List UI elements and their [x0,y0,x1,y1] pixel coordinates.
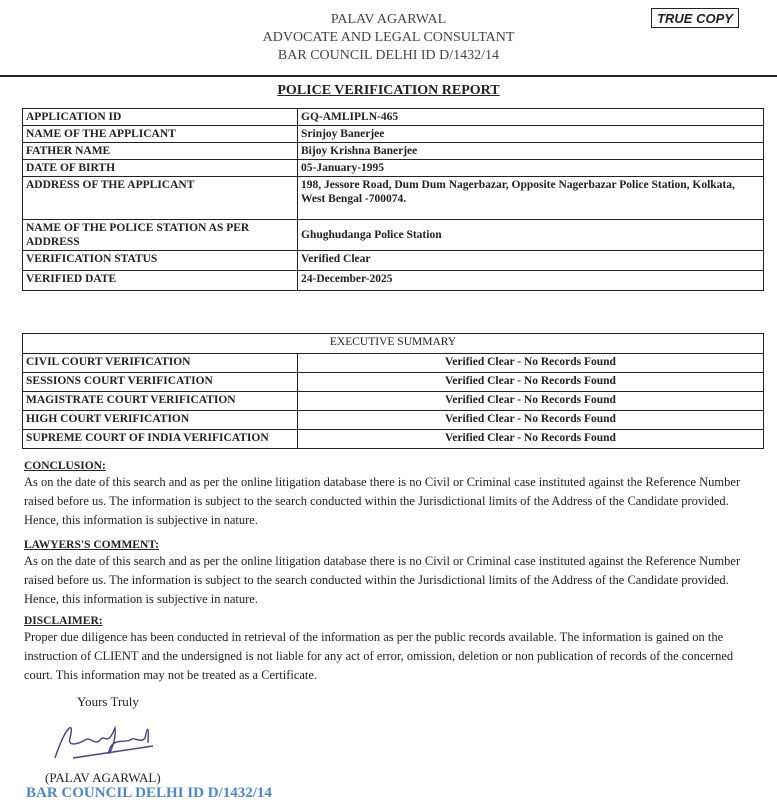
bar-council-id: BAR COUNCIL DELHI ID D/1432/14 [277,48,500,63]
applicant-details-table [22,108,764,291]
detail-row [23,220,764,251]
summary-title: EXECUTIVE SUMMARY [23,334,764,354]
detail-value: Bijoy Krishna Banerjee [298,143,764,160]
summary-value: Verified Clear - No Records Found [298,373,764,392]
summary-label: SUPREME COURT OF INDIA VERIFICATION [23,430,298,449]
summary-label: CIVIL COURT VERIFICATION [23,354,298,373]
detail-row [23,271,764,291]
detail-label: ADDRESS OF THE APPLICANT [23,177,298,220]
detail-label: VERIFIED DATE [23,271,298,291]
detail-value: 05-January-1995 [298,160,764,177]
detail-row [23,109,764,126]
conclusion-section [24,459,756,530]
detail-label: FATHER NAME [23,143,298,160]
detail-row [23,160,764,177]
salutation: Yours Truly [77,694,139,709]
detail-value: Ghughudanga Police Station [298,220,764,251]
header-divider [0,75,777,77]
signatory-name: (PALAV AGARWAL) [45,770,161,785]
conclusion-text: As on the date of this search and as per the online litigation database there is no Civil or Criminal case instituted against the Reference Number raised before us. The information is subject to the search conducted within the Jurisdictional limits of the Address of the Candidate provided. Hence, this information is subjective in nature. [24,475,741,527]
disclaimer-section [24,614,756,685]
advocate-name: PALAV AGARWAL [330,12,447,27]
summary-value: Verified Clear - No Records Found [298,354,764,373]
detail-row [23,126,764,143]
summary-value: Verified Clear - No Records Found [298,430,764,449]
summary-label: MAGISTRATE COURT VERIFICATION [23,392,298,411]
summary-row [23,392,764,411]
comment-text: As on the date of this search and as per the online litigation database there is no Civil or Criminal case instituted against the Reference Number raised before us. The information is subject to the search conducted within the Jurisdictional limits of the Address of the Candidate provided. Hence, this information is subjective in nature. [24,554,741,606]
detail-row [23,251,764,271]
disclaimer-text: Proper due diligence has been conducted in retrieval of the information as per the public records available. The information is gained on the instruction of CLIENT and the undersigned is not liable for any act of error, omission, deletion or non publication of records of the concerned court. This information may not be treated as a Certificate. [24,630,734,682]
detail-value: Verified Clear [298,251,764,271]
summary-row [23,430,764,449]
report-title: POLICE VERIFICATION REPORT [277,83,500,98]
executive-summary-table [22,333,764,449]
detail-label: DATE OF BIRTH [23,160,298,177]
disclaimer-heading: DISCLAIMER: [24,615,103,627]
advocate-designation: ADVOCATE AND LEGAL CONSULTANT [262,30,515,45]
signatory-bar-id: BAR COUNCIL DELHI ID D/1432/14 [26,785,272,801]
summary-row [23,373,764,392]
comment-section [24,538,756,609]
detail-label: APPLICATION ID [23,109,298,126]
conclusion-heading: CONCLUSION: [24,460,106,472]
summary-row [23,354,764,373]
summary-value: Verified Clear - No Records Found [298,411,764,430]
detail-value: 24-December-2025 [298,271,764,291]
detail-label: VERIFICATION STATUS [23,251,298,271]
detail-value: 198, Jessore Road, Dum Dum Nagerbazar, Opposite Nagerbazar Police Station, Kolkata, West Bengal -700074. [298,177,764,220]
signature-image [45,718,160,768]
comment-heading: LAWYERS'S COMMENT: [24,539,159,551]
summary-label: HIGH COURT VERIFICATION [23,411,298,430]
summary-label: SESSIONS COURT VERIFICATION [23,373,298,392]
detail-value: Srinjoy Banerjee [298,126,764,143]
summary-row [23,411,764,430]
detail-label: NAME OF THE POLICE STATION AS PER ADDRESS [23,220,298,251]
detail-row [23,177,764,220]
detail-label: NAME OF THE APPLICANT [23,126,298,143]
true-copy-stamp: TRUE COPY [651,8,739,28]
summary-value: Verified Clear - No Records Found [298,392,764,411]
detail-value: GQ-AMLIPLN-465 [298,109,764,126]
detail-row [23,143,764,160]
